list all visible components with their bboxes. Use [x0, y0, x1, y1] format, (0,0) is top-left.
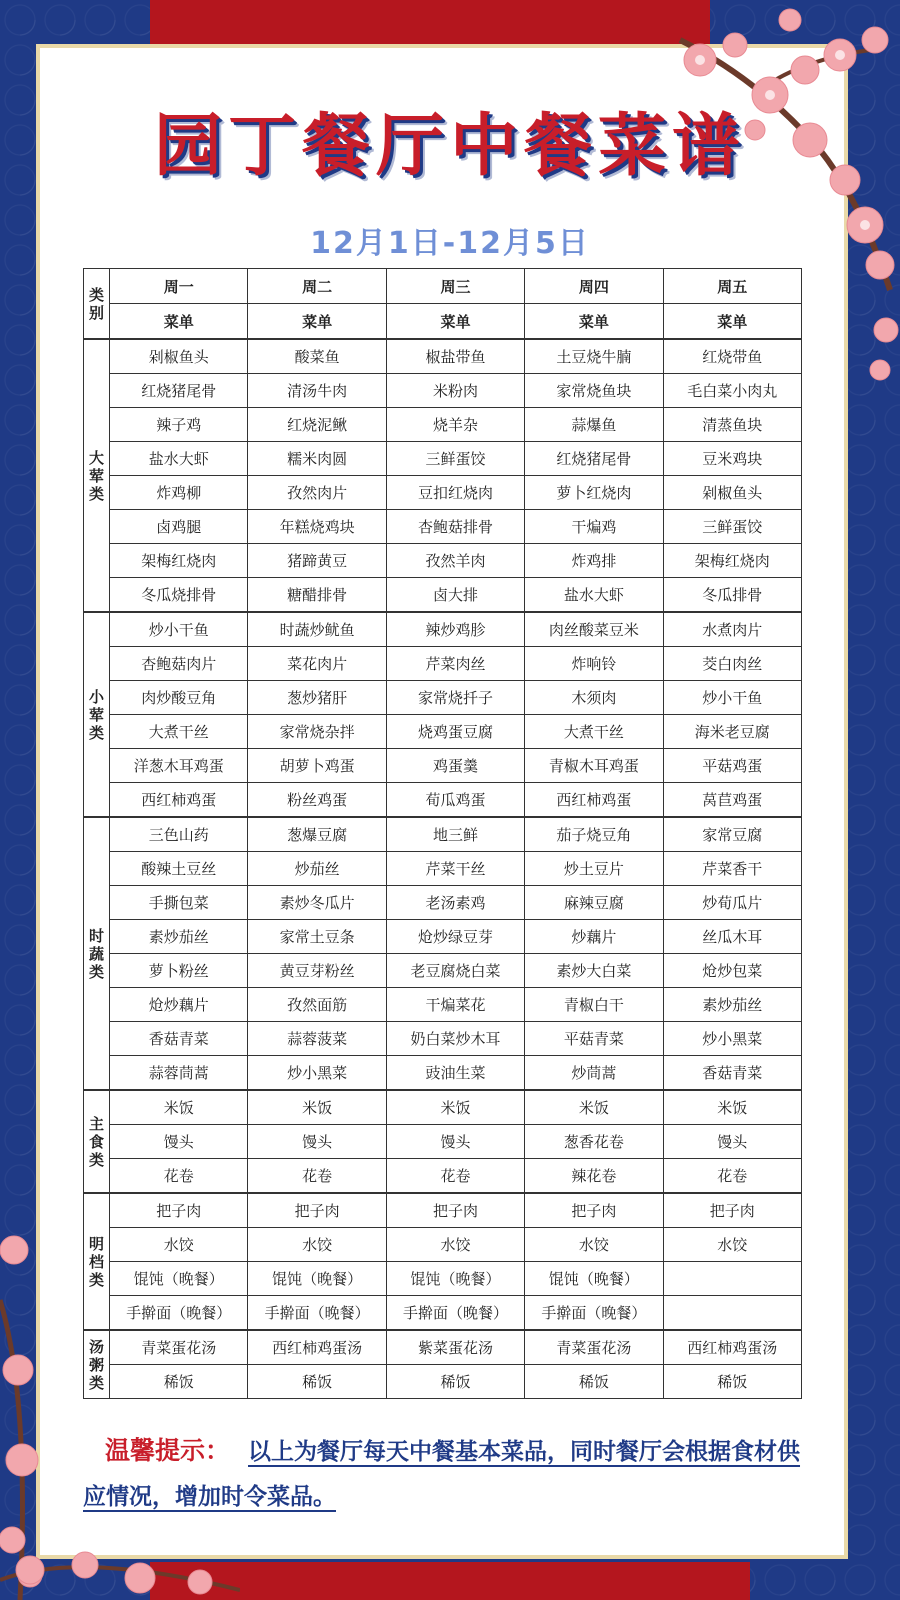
dish-cell: 茭白肉丝: [663, 647, 801, 681]
table-row: [84, 715, 802, 749]
dish-cell: 毛白菜小肉丸: [663, 374, 801, 408]
table-row: [84, 920, 802, 954]
table-row: [84, 1228, 802, 1262]
dish-cell: 酸菜鱼: [248, 339, 386, 374]
dish-cell: 西红柿鸡蛋汤: [663, 1330, 801, 1365]
dish-cell: 青菜蛋花汤: [525, 1330, 663, 1365]
dish-cell: 莴苣鸡蛋: [663, 783, 801, 818]
dish-cell: [663, 1296, 801, 1331]
table-row: [84, 749, 802, 783]
dish-cell: 米饭: [663, 1090, 801, 1125]
dish-cell: 西红柿鸡蛋: [110, 783, 248, 818]
dish-cell: 素炒茄丝: [663, 988, 801, 1022]
dish-cell: 炝炒绿豆芽: [386, 920, 524, 954]
dish-cell: 时蔬炒鱿鱼: [248, 612, 386, 647]
dish-cell: 米饭: [525, 1090, 663, 1125]
table-row: [84, 817, 802, 852]
table-row: [84, 1125, 802, 1159]
dish-cell: 家常豆腐: [663, 817, 801, 852]
dish-cell: 萝卜红烧肉: [525, 476, 663, 510]
day-header: 周二: [248, 269, 386, 304]
menu-subheader-row: [84, 304, 802, 340]
dish-cell: 水饺: [248, 1228, 386, 1262]
dish-cell: 手擀面（晚餐）: [525, 1296, 663, 1331]
dish-cell: 黄豆芽粉丝: [248, 954, 386, 988]
table-row: [84, 886, 802, 920]
dish-cell: 米饭: [110, 1090, 248, 1125]
dish-cell: 老汤素鸡: [386, 886, 524, 920]
day-header: 周一: [110, 269, 248, 304]
dish-cell: 稀饭: [386, 1365, 524, 1399]
dish-cell: 馄饨（晚餐）: [110, 1262, 248, 1296]
dish-cell: 馒头: [110, 1125, 248, 1159]
dish-cell: 酸辣土豆丝: [110, 852, 248, 886]
dish-cell: 手撕包菜: [110, 886, 248, 920]
dish-cell: 平菇鸡蛋: [663, 749, 801, 783]
table-row: [84, 1296, 802, 1331]
tip-text: 以上为餐厅每天中餐基本菜品，同时餐厅会根据食材供应情况，增加时令菜品。: [83, 1438, 801, 1510]
dish-cell: 素炒大白菜: [525, 954, 663, 988]
cherry-blossom-bottom-strip: [0, 1540, 240, 1600]
table-row: [84, 612, 802, 647]
dish-cell: 水煮肉片: [663, 612, 801, 647]
table-row: [84, 954, 802, 988]
dish-cell: 把子肉: [386, 1193, 524, 1228]
dish-cell: 炒茼蒿: [525, 1056, 663, 1091]
dish-cell: 孜然羊肉: [386, 544, 524, 578]
dish-cell: [663, 1262, 801, 1296]
table-row: [84, 339, 802, 374]
dish-cell: 三鲜蛋饺: [663, 510, 801, 544]
table-row: [84, 1330, 802, 1365]
table-row: [84, 476, 802, 510]
dish-cell: 手擀面（晚餐）: [386, 1296, 524, 1331]
table-row: [84, 1193, 802, 1228]
day-header: 周四: [525, 269, 663, 304]
dish-cell: 豆扣红烧肉: [386, 476, 524, 510]
category-cell: 小荤类: [84, 612, 110, 817]
dish-cell: 炸响铃: [525, 647, 663, 681]
dish-cell: 地三鲜: [386, 817, 524, 852]
dish-cell: 萝卜粉丝: [110, 954, 248, 988]
dish-cell: 炝炒藕片: [110, 988, 248, 1022]
table-row: [84, 1056, 802, 1091]
dish-cell: 花卷: [663, 1159, 801, 1194]
dish-cell: 年糕烧鸡块: [248, 510, 386, 544]
dish-cell: 粉丝鸡蛋: [248, 783, 386, 818]
dish-cell: 炝炒包菜: [663, 954, 801, 988]
dish-cell: 糖醋排骨: [248, 578, 386, 613]
table-row: [84, 988, 802, 1022]
table-row: [84, 783, 802, 818]
category-cell: 时蔬类: [84, 817, 110, 1090]
dish-cell: 大煮干丝: [110, 715, 248, 749]
cherry-blossom-right-edge: [860, 300, 900, 400]
menu-subheader: 菜单: [386, 304, 524, 340]
dish-cell: 三色山药: [110, 817, 248, 852]
dish-cell: 荀瓜鸡蛋: [386, 783, 524, 818]
dish-cell: 炒茄丝: [248, 852, 386, 886]
dish-cell: 把子肉: [663, 1193, 801, 1228]
dish-cell: 把子肉: [525, 1193, 663, 1228]
dish-cell: 青椒木耳鸡蛋: [525, 749, 663, 783]
dish-cell: 葱炒猪肝: [248, 681, 386, 715]
dish-cell: 馄饨（晚餐）: [248, 1262, 386, 1296]
dish-cell: 红烧带鱼: [663, 339, 801, 374]
dish-cell: 剁椒鱼头: [663, 476, 801, 510]
dish-cell: 花卷: [248, 1159, 386, 1194]
dish-cell: 清汤牛肉: [248, 374, 386, 408]
dish-cell: 芹菜肉丝: [386, 647, 524, 681]
dish-cell: 手擀面（晚餐）: [248, 1296, 386, 1331]
dish-cell: 把子肉: [248, 1193, 386, 1228]
table-row: [84, 681, 802, 715]
dish-cell: 红烧猪尾骨: [525, 442, 663, 476]
dish-cell: 清蒸鱼块: [663, 408, 801, 442]
dish-cell: 稀饭: [525, 1365, 663, 1399]
dish-cell: 馒头: [248, 1125, 386, 1159]
dish-cell: 青椒白干: [525, 988, 663, 1022]
dish-cell: 米饭: [386, 1090, 524, 1125]
dish-cell: 蒜爆鱼: [525, 408, 663, 442]
dish-cell: 大煮干丝: [525, 715, 663, 749]
dish-cell: 豉油生菜: [386, 1056, 524, 1091]
dish-cell: 素炒冬瓜片: [248, 886, 386, 920]
dish-cell: 烧羊杂: [386, 408, 524, 442]
dish-cell: 手擀面（晚餐）: [110, 1296, 248, 1331]
dish-cell: 炸鸡柳: [110, 476, 248, 510]
dish-cell: 花卷: [110, 1159, 248, 1194]
table-row: [84, 1365, 802, 1399]
dish-cell: 米饭: [248, 1090, 386, 1125]
table-row: [84, 1159, 802, 1194]
dish-cell: 家常烧鱼块: [525, 374, 663, 408]
menu-subheader: 菜单: [110, 304, 248, 340]
dish-cell: 芹菜香干: [663, 852, 801, 886]
dish-cell: 海米老豆腐: [663, 715, 801, 749]
table-row: [84, 544, 802, 578]
menu-subheader: 菜单: [525, 304, 663, 340]
category-cell: 明档类: [84, 1193, 110, 1330]
dish-cell: 老豆腐烧白菜: [386, 954, 524, 988]
day-header-row: [84, 269, 802, 304]
dish-cell: 猪蹄黄豆: [248, 544, 386, 578]
dish-cell: 蒜蓉菠菜: [248, 1022, 386, 1056]
dish-cell: 盐水大虾: [110, 442, 248, 476]
dish-cell: 炒小干鱼: [663, 681, 801, 715]
dish-cell: 西红柿鸡蛋: [525, 783, 663, 818]
dish-cell: 米粉肉: [386, 374, 524, 408]
dish-cell: 盐水大虾: [525, 578, 663, 613]
table-row: [84, 852, 802, 886]
dish-cell: 蒜蓉茼蒿: [110, 1056, 248, 1091]
dish-cell: 豆米鸡块: [663, 442, 801, 476]
table-row: [84, 442, 802, 476]
dish-cell: 糯米肉圆: [248, 442, 386, 476]
dish-cell: 肉丝酸菜豆米: [525, 612, 663, 647]
table-row: [84, 374, 802, 408]
dish-cell: 炒藕片: [525, 920, 663, 954]
dish-cell: 芹菜干丝: [386, 852, 524, 886]
dish-cell: 冬瓜排骨: [663, 578, 801, 613]
dish-cell: 素炒茄丝: [110, 920, 248, 954]
dish-cell: 家常烧杂拌: [248, 715, 386, 749]
dish-cell: 辣子鸡: [110, 408, 248, 442]
table-row: [84, 510, 802, 544]
dish-cell: 馒头: [386, 1125, 524, 1159]
top-red-band: [150, 0, 710, 44]
dish-cell: 茄子烧豆角: [525, 817, 663, 852]
tip-section: [83, 1428, 803, 1519]
dish-cell: 剁椒鱼头: [110, 339, 248, 374]
dish-cell: 馄饨（晚餐）: [386, 1262, 524, 1296]
dish-cell: 孜然肉片: [248, 476, 386, 510]
dish-cell: 干煸鸡: [525, 510, 663, 544]
dish-cell: 奶白菜炒木耳: [386, 1022, 524, 1056]
dish-cell: 青菜蛋花汤: [110, 1330, 248, 1365]
category-cell: 大荤类: [84, 339, 110, 612]
dish-cell: 炸鸡排: [525, 544, 663, 578]
dish-cell: 香菇青菜: [663, 1056, 801, 1091]
dish-cell: 平菇青菜: [525, 1022, 663, 1056]
dish-cell: 肉炒酸豆角: [110, 681, 248, 715]
dish-cell: 红烧泥鳅: [248, 408, 386, 442]
dish-cell: 洋葱木耳鸡蛋: [110, 749, 248, 783]
day-header: 周五: [663, 269, 801, 304]
dish-cell: 丝瓜木耳: [663, 920, 801, 954]
dish-cell: 葱香花卷: [525, 1125, 663, 1159]
day-header: 周三: [386, 269, 524, 304]
dish-cell: 木须肉: [525, 681, 663, 715]
dish-cell: 炒小黑菜: [663, 1022, 801, 1056]
dish-cell: 稀饭: [110, 1365, 248, 1399]
menu-table-body: [84, 339, 802, 1399]
dish-cell: 稀饭: [248, 1365, 386, 1399]
bottom-red-band: [150, 1562, 750, 1600]
dish-cell: 烧鸡蛋豆腐: [386, 715, 524, 749]
page-title: 园丁餐厅中餐菜谱: [153, 107, 746, 186]
dish-cell: 冬瓜烧排骨: [110, 578, 248, 613]
dish-cell: 三鲜蛋饺: [386, 442, 524, 476]
dish-cell: 西红柿鸡蛋汤: [248, 1330, 386, 1365]
dish-cell: 葱爆豆腐: [248, 817, 386, 852]
dish-cell: 卤鸡腿: [110, 510, 248, 544]
date-range: 12月1日-12月5日: [310, 226, 590, 261]
table-row: [84, 578, 802, 613]
dish-cell: 麻辣豆腐: [525, 886, 663, 920]
dish-cell: 香菇青菜: [110, 1022, 248, 1056]
category-cell: 汤粥类: [84, 1330, 110, 1399]
dish-cell: 杏鲍菇肉片: [110, 647, 248, 681]
dish-cell: 馒头: [663, 1125, 801, 1159]
menu-subheader: 菜单: [663, 304, 801, 340]
dish-cell: 把子肉: [110, 1193, 248, 1228]
dish-cell: 杏鲍菇排骨: [386, 510, 524, 544]
dish-cell: 家常烧扦子: [386, 681, 524, 715]
dish-cell: 架梅红烧肉: [110, 544, 248, 578]
menu-subheader: 菜单: [248, 304, 386, 340]
dish-cell: 土豆烧牛腩: [525, 339, 663, 374]
dish-cell: 稀饭: [663, 1365, 801, 1399]
category-cell: 主食类: [84, 1090, 110, 1193]
dish-cell: 馄饨（晚餐）: [525, 1262, 663, 1296]
tip-label: 温馨提示：: [105, 1436, 231, 1465]
dish-cell: 红烧猪尾骨: [110, 374, 248, 408]
dish-cell: 水饺: [110, 1228, 248, 1262]
dish-cell: 椒盐带鱼: [386, 339, 524, 374]
table-row: [84, 1022, 802, 1056]
table-row: [84, 647, 802, 681]
dish-cell: 辣炒鸡胗: [386, 612, 524, 647]
dish-cell: 菜花肉片: [248, 647, 386, 681]
dish-cell: 炒小干鱼: [110, 612, 248, 647]
dish-cell: 鸡蛋羹: [386, 749, 524, 783]
dish-cell: 辣花卷: [525, 1159, 663, 1194]
dish-cell: 花卷: [386, 1159, 524, 1194]
dish-cell: 水饺: [663, 1228, 801, 1262]
dish-cell: 炒土豆片: [525, 852, 663, 886]
table-row: [84, 408, 802, 442]
dish-cell: 炒小黑菜: [248, 1056, 386, 1091]
dish-cell: 炒荀瓜片: [663, 886, 801, 920]
dish-cell: 家常土豆条: [248, 920, 386, 954]
dish-cell: 水饺: [525, 1228, 663, 1262]
menu-table: [83, 268, 802, 1399]
dish-cell: 架梅红烧肉: [663, 544, 801, 578]
dish-cell: 干煸菜花: [386, 988, 524, 1022]
dish-cell: 孜然面筋: [248, 988, 386, 1022]
dish-cell: 紫菜蛋花汤: [386, 1330, 524, 1365]
dish-cell: 水饺: [386, 1228, 524, 1262]
table-row: [84, 1262, 802, 1296]
table-row: [84, 1090, 802, 1125]
dish-cell: 卤大排: [386, 578, 524, 613]
category-header: 类别: [84, 269, 110, 340]
dish-cell: 胡萝卜鸡蛋: [248, 749, 386, 783]
